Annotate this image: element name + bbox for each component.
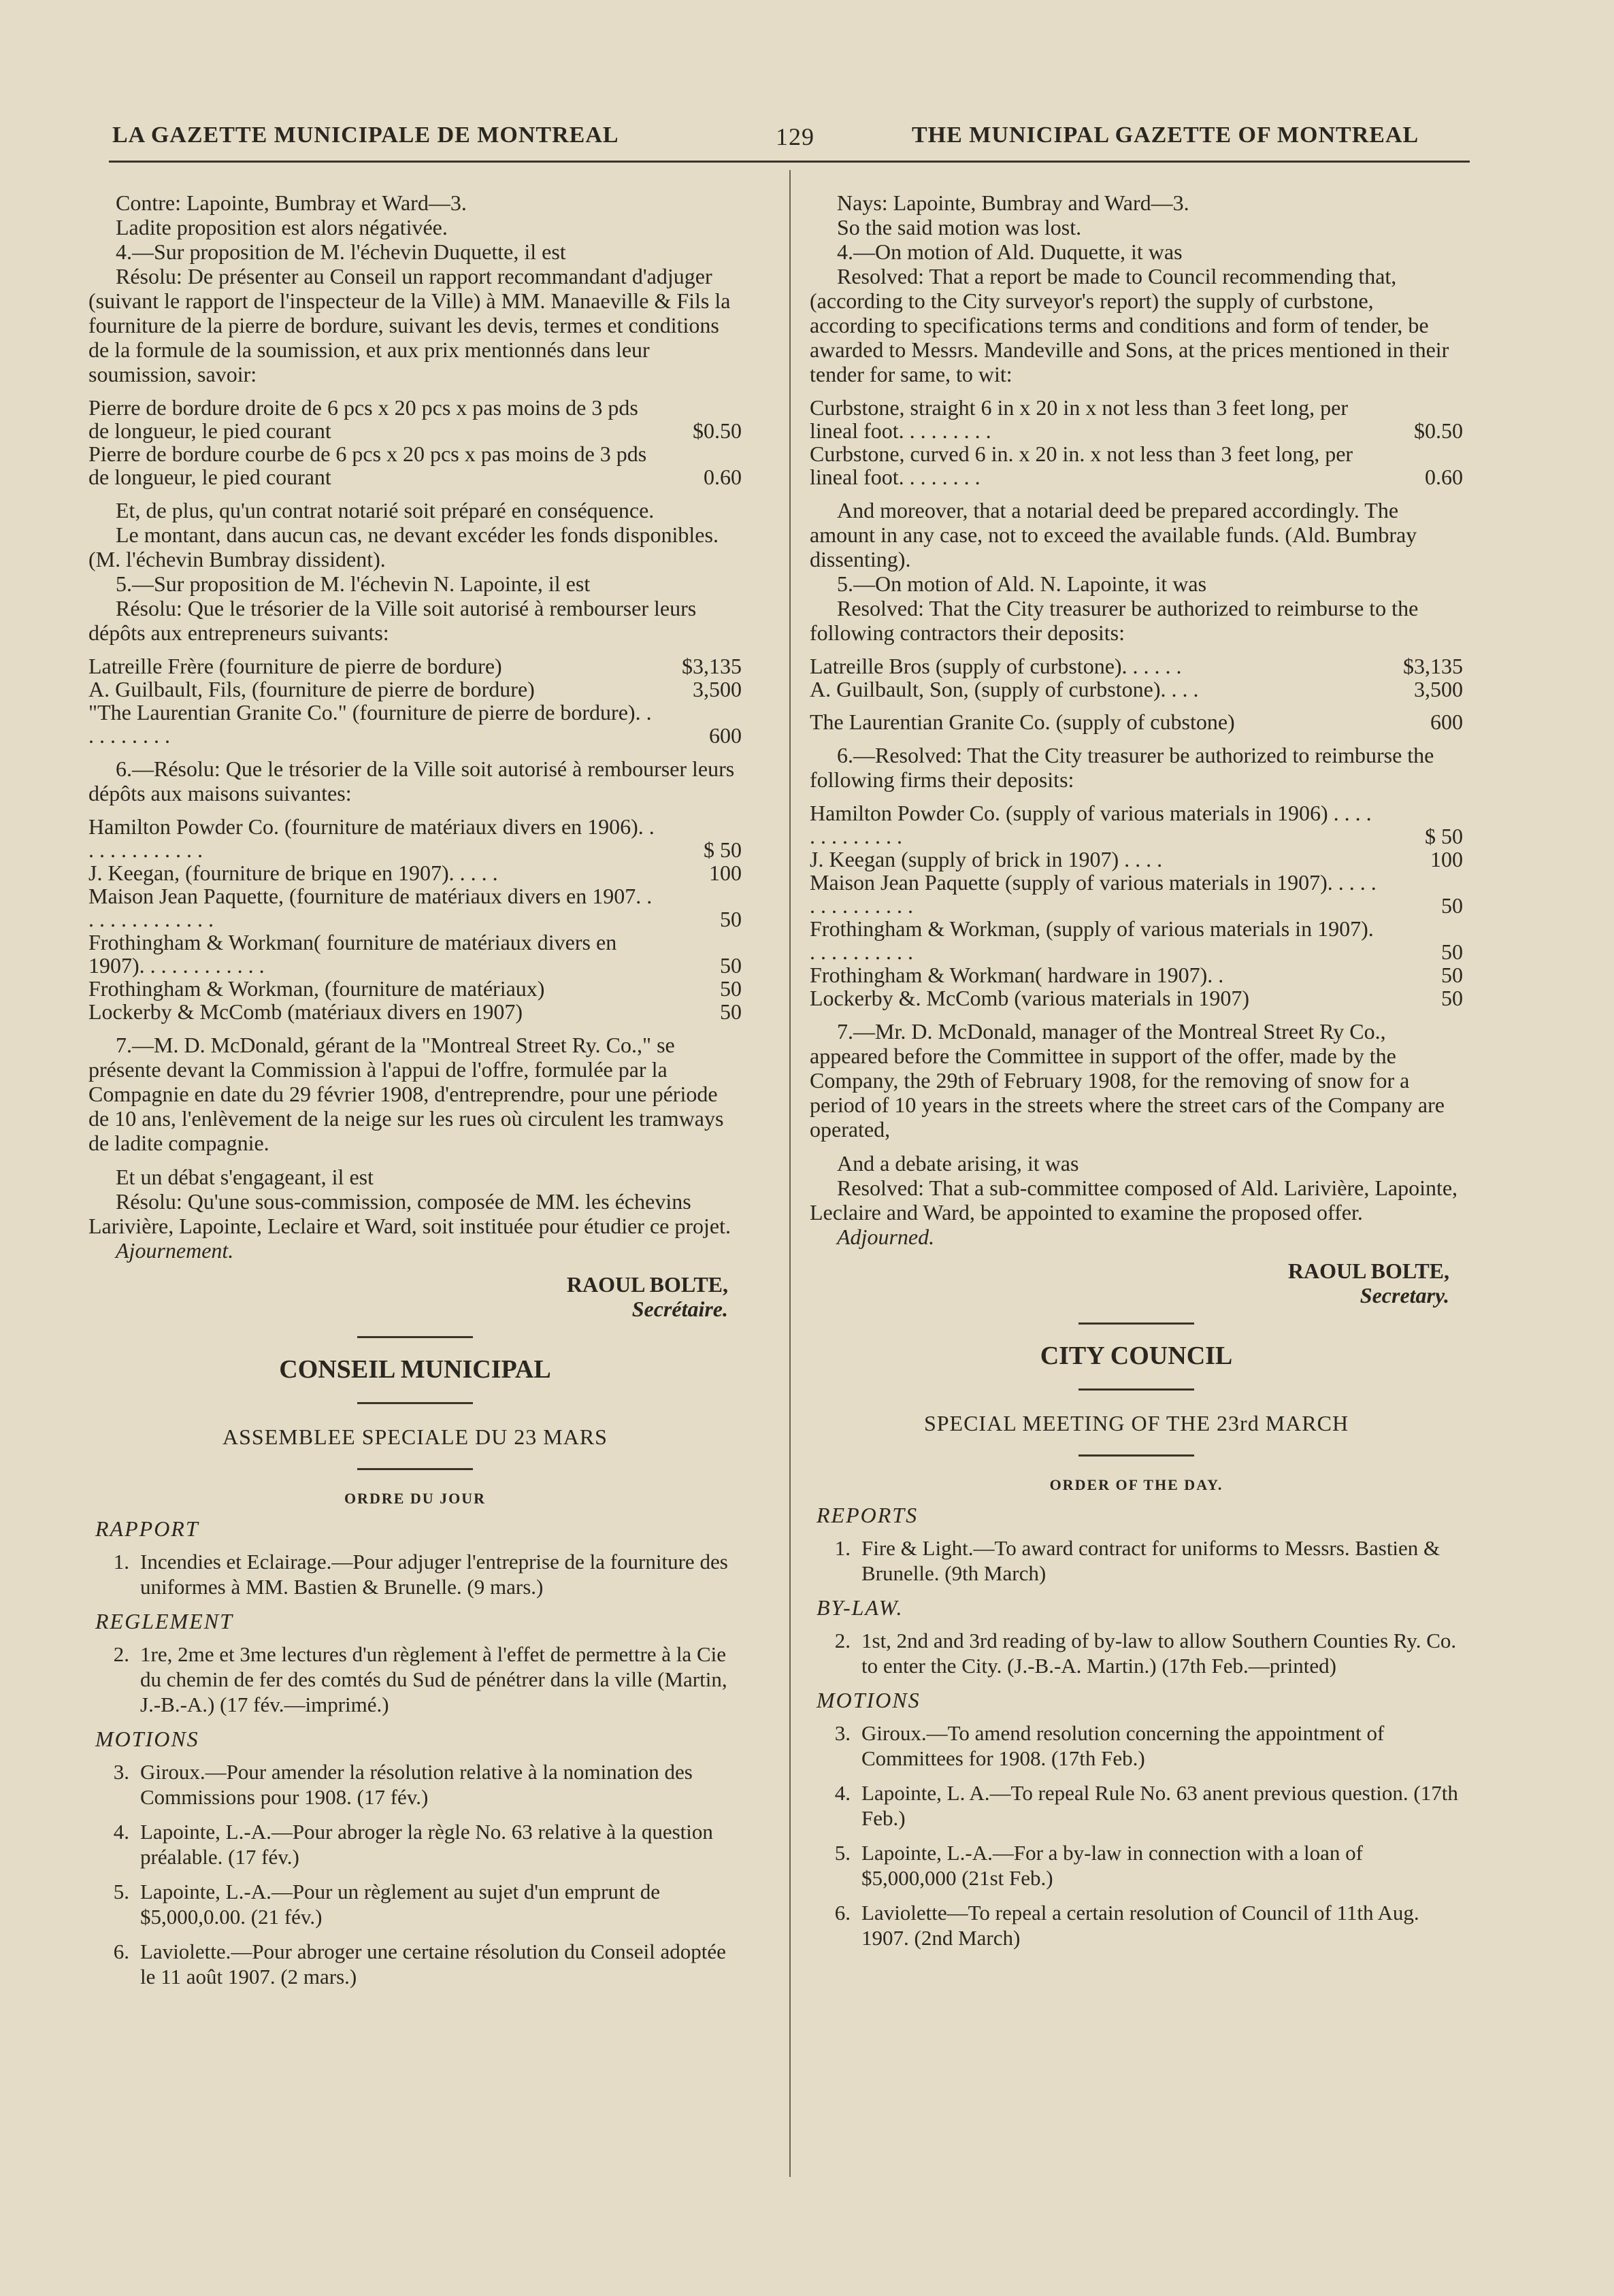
table-row (810, 654, 1463, 678)
fr-price-table (88, 396, 742, 488)
deposit-value: 50 (1441, 986, 1463, 1010)
deposit-label: A. Guilbault, Son, (supply of curbstone). . . . (810, 677, 1199, 701)
fr-meeting-title: ASSEMBLEE SPECIALE DU 23 MARS (223, 1425, 608, 1449)
en-separator (1078, 1388, 1194, 1391)
fr-contre: Contre: Lapointe, Bumbray et Ward—3. (116, 190, 467, 215)
list-item (88, 1759, 742, 1810)
item-number: 5. (834, 1841, 851, 1865)
en-nays: Nays: Lapointe, Bumbray and Ward—3. (837, 190, 1189, 215)
deposit-label: Latreille Bros (supply of curbstone). . . . . . (810, 654, 1182, 678)
fr-heading-reglement: REGLEMENT (95, 1609, 233, 1633)
deposit-label: Frothingham & Workman, (supply of various materials in 1907). . . . . . . . . . . (810, 916, 1374, 964)
table-row (810, 871, 1463, 917)
price-value: $0.50 (1414, 418, 1463, 443)
deposit-label: "The Laurentian Granite Co." (fourniture de pierre de bordure). . . . . . . . . . (88, 700, 652, 748)
price-value: 0.60 (1425, 465, 1463, 489)
table-row (810, 986, 1463, 1010)
en-item-5: 5.—On motion of Ald. N. Lapointe, it was (837, 571, 1207, 596)
fr-signature-title: Secrétaire. (631, 1297, 728, 1321)
en-signature-name: RAOUL BOLTE, (1287, 1259, 1449, 1283)
fr-resolu-3: Résolu: Qu'une sous-commission, composée de MM. les échevins Larivière, Lapointe, Leclaire et Ward, soit instituée pour étudier ce projet. (88, 1189, 731, 1238)
en-deposit-table-2 (810, 801, 1463, 1010)
list-item (810, 1720, 1463, 1771)
deposit-value: 50 (720, 907, 742, 931)
en-item-4: 4.—On motion of Ald. Duquette, it was (837, 239, 1183, 264)
list-item (88, 1939, 742, 1989)
fr-signature-name: RAOUL BOLTE, (566, 1272, 728, 1297)
list-item (810, 1535, 1463, 1586)
item-text: Lapointe, L.-A.—For a by-law in connection with a loan of $5,000,000 (21st Feb.) (861, 1841, 1363, 1890)
table-row (810, 801, 1463, 848)
deposit-value: 50 (1441, 939, 1463, 964)
price-label: Pierre de bordure droite de 6 pcs x 20 pcs x pas moins de 3 pds de longueur, le pied courant (88, 395, 638, 443)
price-label: Curbstone, curved 6 in. x 20 in. x not less than 3 feet long, per lineal foot. . . . . . . . (810, 442, 1353, 489)
item-number: 4. (113, 1820, 129, 1844)
fr-separator (357, 1402, 473, 1404)
table-row (88, 931, 742, 977)
item-text: Fire & Light.—To award contract for uniforms to Messrs. Bastien & Brunelle. (9th March) (861, 1536, 1440, 1585)
fr-heading-motions: MOTIONS (95, 1727, 199, 1751)
deposit-value: 600 (1430, 710, 1463, 734)
deposit-label: Hamilton Powder Co. (supply of various materials in 1906) . . . . . . . . . . . . . (810, 801, 1372, 848)
fr-item-5: 5.—Sur proposition de M. l'échevin N. Lapointe, il est (116, 571, 591, 596)
item-number: 1. (834, 1536, 851, 1560)
list-item (810, 1628, 1463, 1678)
deposit-value: 50 (720, 999, 742, 1024)
fr-contrat: Et, de plus, qu'un contrat notarié soit préparé en conséquence. (116, 498, 655, 522)
deposit-label: Hamilton Powder Co. (fourniture de matériaux divers en 1906). . . . . . . . . . . . . (88, 814, 655, 862)
en-order-of-day: ORDER OF THE DAY. (1049, 1476, 1223, 1493)
fr-ordre-du-jour: ORDRE DU JOUR (344, 1490, 487, 1507)
list-item (810, 1840, 1463, 1891)
en-heading-reports: REPORTS (817, 1503, 919, 1527)
deposit-label: J. Keegan (supply of brick in 1907) . . . . (810, 847, 1163, 871)
en-resolved-1: Resolved: That a report be made to Council recommending that, (according to the City surveyor's report) the supply of curbstone, according to specifications terms and conditions and form of tender, be awarded to Messrs. Mandeville and Sons, at the prices mentioned in their tender for same, to wit: (810, 264, 1449, 386)
list-item (88, 1819, 742, 1869)
deposit-label: Lockerby & McComb (matériaux divers en 1907) (88, 999, 523, 1024)
table-row (88, 678, 742, 701)
fr-negative: Ladite proposition est alors négativée. (116, 215, 448, 239)
deposit-label: Lockerby &. McComb (various materials in 1907) (810, 986, 1250, 1010)
deposit-value: $ 50 (704, 837, 742, 862)
item-text: Lapointe, L.-A.—Pour un règlement au sujet d'un emprunt de $5,000,0.00. (21 fév.) (140, 1880, 661, 1929)
deposit-value: $3,135 (682, 654, 742, 678)
deposit-value: 100 (709, 861, 742, 885)
item-number: 1. (113, 1550, 129, 1574)
item-text: Incendies et Eclairage.—Pour adjuger l'entreprise de la fourniture des uniformes à MM. Bastien & Brunelle. (9 mars.) (140, 1550, 728, 1599)
list-item (810, 1900, 1463, 1950)
table-row (88, 701, 742, 747)
price-label: Pierre de bordure courbe de 6 pcs x 20 pcs x pas moins de 3 pds de longueur, le pied courant (88, 442, 647, 489)
en-item-6: 6.—Resolved: That the City treasurer be authorized to reimburse the following firms their deposits: (810, 743, 1434, 792)
en-lost: So the said motion was lost. (837, 215, 1082, 239)
table-row (88, 884, 742, 931)
fr-heading-rapport: RAPPORT (95, 1516, 199, 1541)
en-deposit-table-1 (810, 654, 1463, 701)
table-row (810, 848, 1463, 871)
deposit-value: 3,500 (693, 677, 742, 701)
fr-resolu-2: Résolu: Que le trésorier de la Ville soit autorisé à rembourser leurs dépôts aux entrepreneurs suivants: (88, 596, 697, 645)
item-number: 6. (834, 1901, 851, 1925)
table-row (810, 678, 1463, 701)
fr-resolu-1: Résolu: De présenter au Conseil un rapport recommandant d'adjuger (suivant le rapport de l'inspecteur de la Ville) à MM. Manaeville & Fils la fourniture de la pierre de bordure, suivant les devis, termes et conditions de la formule de la soumission, et aux prix mentionnés dans leur soumission, savoir: (88, 264, 731, 386)
item-number: 5. (113, 1880, 129, 1903)
fr-separator (357, 1336, 473, 1338)
item-text: Giroux.—Pour amender la résolution relative à la nomination des Commissions pour 1908. (17 fév.) (140, 1760, 693, 1809)
deposit-label: Latreille Frère (fourniture de pierre de bordure) (88, 654, 502, 678)
fr-separator (357, 1468, 473, 1470)
page-number: 129 (776, 123, 814, 150)
fr-montant: Le montant, dans aucun cas, ne devant excéder les fonds disponibles. (M. l'échevin Bumbray dissident). (88, 522, 719, 571)
en-debate: And a debate arising, it was (837, 1151, 1079, 1176)
header-right-title: THE MUNICIPAL GAZETTE OF MONTREAL (912, 122, 1419, 148)
en-heading-motions: MOTIONS (817, 1688, 921, 1712)
table-row (88, 1000, 742, 1023)
item-text: Lapointe, L. A.—To repeal Rule No. 63 anent previous question. (17th Feb.) (861, 1781, 1458, 1830)
en-meeting-title: SPECIAL MEETING OF THE 23rd MARCH (923, 1411, 1349, 1435)
item-text: Laviolette—To repeal a certain resolution of Council of 11th Aug. 1907. (2nd March) (861, 1901, 1419, 1950)
en-heading-bylaw: BY-LAW. (817, 1595, 904, 1620)
deposit-label: Frothingham & Workman( hardware in 1907). . (810, 963, 1224, 987)
deposit-value: 50 (720, 976, 742, 1001)
deposit-value: 100 (1430, 847, 1463, 871)
table-row (810, 917, 1463, 963)
table-row (810, 396, 1463, 442)
header-left-title: LA GAZETTE MUNICIPALE DE MONTREAL (112, 122, 619, 148)
item-text: Lapointe, L.-A.—Pour abroger la règle No. 63 relative à la question préalable. (17 fév.) (140, 1820, 713, 1869)
item-text: Giroux.—To amend resolution concerning the appointment of Committees for 1908. (17th Feb.) (861, 1721, 1385, 1770)
table-row (88, 396, 742, 442)
en-deposit-laurentian (810, 710, 1463, 733)
en-price-table (810, 396, 1463, 488)
deposit-value: 3,500 (1414, 677, 1463, 701)
table-row (88, 442, 742, 488)
fr-ajournement: Ajournement. (116, 1238, 234, 1263)
price-value: 0.60 (704, 465, 742, 489)
deposit-label: Maison Jean Paquette (supply of various materials in 1907). . . . . . . . . . . . . . . (810, 870, 1377, 918)
deposit-value: $3,135 (1403, 654, 1463, 678)
fr-item-7: 7.—M. D. McDonald, gérant de la "Montreal Street Ry. Co.," se présente devant la Commission à l'appui de l'offre, formulée par la Compagnie en date du 29 février 1908, d'entreprendre, pour une période de 10 ans, l'enlèvement de la neige sur les rues où circulent les tramways de ladite compagnie. (88, 1033, 724, 1155)
en-separator (1078, 1322, 1194, 1325)
table-row (88, 861, 742, 884)
en-notarial: And moreover, that a notarial deed be prepared accordingly. The amount in any case, not to exceed the available funds. (Ald. Bumbray dissenting). (810, 498, 1417, 571)
en-resolved-2: Resolved: That the City treasurer be authorized to reimburse to the following contractors their deposits: (810, 596, 1419, 645)
deposit-label: Frothingham & Workman, (fourniture de matériaux) (88, 976, 545, 1001)
deposit-label: J. Keegan, (fourniture de brique en 1907). . . . . (88, 861, 498, 885)
en-item-7: 7.—Mr. D. McDonald, manager of the Montreal Street Ry Co., appeared before the Committee in support of the offer, made by the Company, the 29th of February 1908, for the removing of snow for a period of 10 years in the streets where the street cars of the Company are operated, (810, 1019, 1445, 1142)
deposit-value: 50 (1441, 963, 1463, 987)
list-item (88, 1549, 742, 1599)
table-row (88, 654, 742, 678)
deposit-label: Maison Jean Paquette, (fourniture de matériaux divers en 1907. . . . . . . . . . . . . . (88, 884, 653, 931)
header-rule (109, 161, 1470, 163)
en-adjourned: Adjourned. (837, 1225, 935, 1249)
deposit-label: The Laurentian Granite Co. (supply of cubstone) (810, 710, 1235, 734)
item-text: 1st, 2nd and 3rd reading of by-law to allow Southern Counties Ry. Co. to enter the City. (J.-B.-A. Martin.) (17th Feb.—printed) (861, 1629, 1457, 1678)
table-row (88, 977, 742, 1000)
item-number: 2. (834, 1629, 851, 1652)
item-text: 1re, 2me et 3me lectures d'un règlement à l'effet de permettre à la Cie du chemin de fer des comtés du Sud de pénétrer dans la ville (Martin, J.-B.-A.) (17 fév.—imprimé.) (140, 1642, 727, 1716)
french-column (88, 190, 742, 1999)
fr-council-title: CONSEIL MUNICIPAL (279, 1355, 551, 1384)
deposit-value: 50 (1441, 893, 1463, 918)
fr-deposit-table-2 (88, 815, 742, 1023)
english-column (810, 190, 1463, 1960)
fr-debat: Et un débat s'engageant, il est (116, 1165, 374, 1189)
item-number: 2. (113, 1642, 129, 1666)
fr-item-6: 6.—Résolu: Que le trésorier de la Ville soit autorisé à rembourser leurs dépôts aux maisons suivantes: (88, 756, 735, 805)
item-number: 3. (113, 1760, 129, 1784)
table-row (810, 963, 1463, 986)
table-row (810, 442, 1463, 488)
en-separator (1078, 1454, 1194, 1457)
item-number: 3. (834, 1721, 851, 1745)
deposit-value: $ 50 (1425, 824, 1463, 848)
fr-item-4: 4.—Sur proposition de M. l'échevin Duquette, il est (116, 239, 566, 264)
item-number: 4. (834, 1781, 851, 1805)
deposit-label: Frothingham & Workman( fourniture de matériaux divers en 1907). . . . . . . . . . . . (88, 930, 617, 978)
fr-deposit-table-1 (88, 654, 742, 747)
deposit-value: 600 (709, 723, 742, 748)
price-label: Curbstone, straight 6 in x 20 in x not less than 3 feet long, per lineal foot. . . . . . . . . (810, 395, 1348, 443)
list-item (88, 1642, 742, 1717)
column-divider (789, 170, 791, 2177)
deposit-value: 50 (720, 953, 742, 978)
table-row (810, 710, 1463, 733)
price-value: $0.50 (693, 418, 742, 443)
deposit-label: A. Guilbault, Fils, (fourniture de pierre de bordure) (88, 677, 535, 701)
en-council-title: CITY COUNCIL (1040, 1342, 1233, 1370)
table-row (88, 815, 742, 861)
list-item (810, 1780, 1463, 1831)
en-signature-title: Secretary. (1360, 1283, 1449, 1308)
item-text: Laviolette.—Pour abroger une certaine résolution du Conseil adoptée le 11 août 1907. (2 mars.) (140, 1940, 726, 1989)
en-resolved-3: Resolved: That a sub-committee composed of Ald. Larivière, Lapointe, Leclaire and Ward, be appointed to examine the proposed offer. (810, 1176, 1458, 1225)
item-number: 6. (113, 1940, 129, 1963)
list-item (88, 1879, 742, 1929)
